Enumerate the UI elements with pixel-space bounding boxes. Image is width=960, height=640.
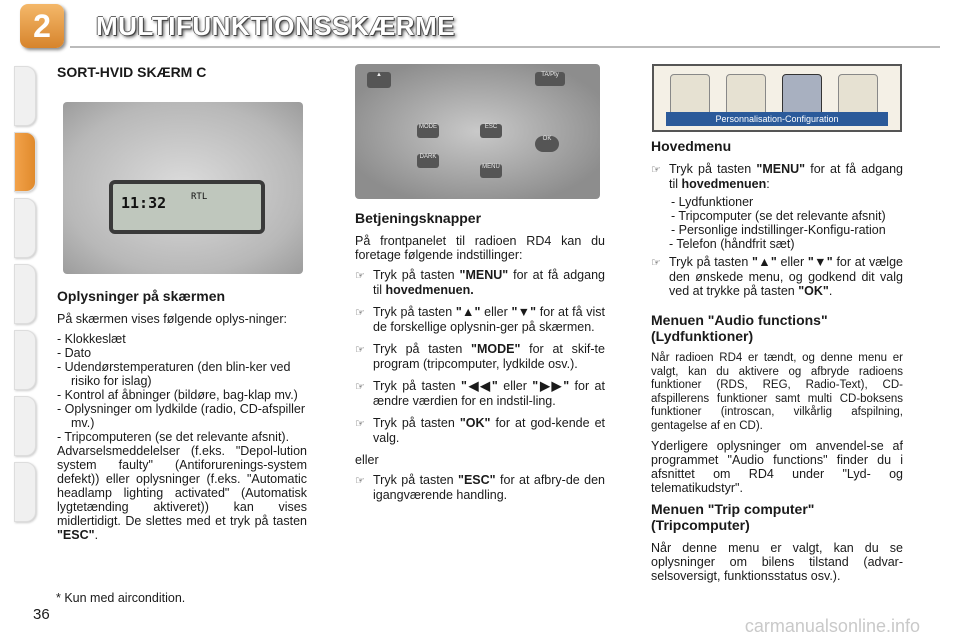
audio-paragraph: Når radioen RD4 er tændt, og denne menu er valgt, kan du aktivere og afbryde radioens funktioner (RDS, REG, Radio-Text), CD-afspillerens funktioner samt multi CD-boksens funktioner (introscan, vilkårlig afspilning, gentagelse af en CD). [651, 352, 903, 432]
chapter-tab[interactable] [14, 396, 36, 456]
pointing-hand-icon: ☞ [355, 344, 365, 356]
chapter-tab-active[interactable] [14, 132, 36, 192]
info-title: Oplysninger på skærmen [57, 288, 226, 304]
screen-time: 11:32 [121, 194, 167, 212]
controls-title: Betjeningsknapper [355, 210, 482, 226]
trip-menu-icon [726, 74, 766, 116]
column-middle [355, 210, 605, 510]
list-item: - Dato [57, 346, 92, 360]
trip-title: Menuen "Trip computer" (Tripcomputer) [651, 501, 815, 533]
list-item: - Personlige indstillinger-Konfigu-ration [671, 223, 886, 237]
controls-intro: På frontpanelet til radioen RD4 kan du foretage følgende indstillinger: [355, 234, 605, 262]
list-item: ☞ Tryk på tasten "▲" eller "▼" for at vælge den ønskede menu, og godkend dit valg ved at trykke på tasten "OK". [651, 255, 903, 298]
chapter-tab[interactable] [14, 462, 36, 522]
chapter-tab[interactable] [14, 198, 36, 258]
list-item: ☞ Tryk på tasten "MODE" for at skif-te program (tripcomputer, lydkilde osv.). [355, 342, 605, 371]
list-item: - Tripcomputer (se det relevante afsnit) [671, 209, 886, 223]
list-item: - Telefon (håndfrit sæt) [669, 237, 795, 251]
main-menu-title: Hovedmenu [651, 138, 732, 154]
pointing-hand-icon: ☞ [651, 164, 661, 176]
footnote: * Kun med aircondition. [56, 591, 186, 605]
pointing-hand-icon: ☞ [355, 418, 365, 430]
list-item: - Udendørstemperaturen (den blin-ker ved risiko for islag) [57, 360, 291, 388]
list-item: - Tripcomputeren (se det relevante afsnit). [57, 430, 290, 444]
menu-bar-label: Personnalisation-Configuration [666, 112, 888, 126]
list-item: - Oplysninger om lydkilde (radio, CD-afspiller mv.) [57, 402, 305, 430]
chapter-tab[interactable] [14, 264, 36, 324]
list-item: ☞ Tryk på tasten "MENU" for at få adgang til hovedmenuen: [651, 162, 903, 191]
radio-panel-photo [355, 64, 600, 199]
list-item: ☞ Tryk på tasten "▲" eller "▼" for at få vist de forskellige oplysnin-ger på skærmen. [355, 305, 605, 334]
audio-title: Menuen "Audio functions" (Lydfunktioner) [651, 312, 828, 344]
audio-menu-icon [670, 74, 710, 116]
section-title: SORT-HVID SKÆRM C [57, 64, 207, 80]
panel-mode-button: MODE [417, 124, 439, 138]
panel-dark-button: DARK [417, 154, 439, 168]
page-header [0, 0, 960, 56]
monochrome-screen [109, 180, 265, 234]
pointing-hand-icon: ☞ [355, 270, 365, 282]
chapter-tabs [14, 66, 36, 528]
pointing-hand-icon: ☞ [355, 381, 365, 393]
watermark: carmanualsonline.info [744, 616, 920, 636]
info-intro: På skærmen vises følgende oplys-ninger: [57, 312, 287, 326]
display-photo [63, 102, 303, 274]
trip-paragraph: Når denne menu er valgt, kan du se oplysninger om bilens tilstand (advar-selsoversigt, funktionsstatus osv.). [651, 541, 903, 583]
page-number: 36 [33, 606, 50, 623]
column-left [57, 64, 307, 88]
pointing-hand-icon: ☞ [355, 307, 365, 319]
phone-menu-icon [838, 74, 878, 116]
panel-ta-button: TA/Pty [535, 72, 565, 86]
settings-menu-icon [782, 74, 822, 116]
panel-esc-button: ESC [480, 124, 502, 138]
header-divider [70, 46, 940, 48]
panel-ok-button: OK [535, 136, 559, 152]
panel-menu-button: MENU [480, 164, 502, 178]
chapter-tab[interactable] [14, 330, 36, 390]
list-item: ☞ Tryk på tasten "◀◀" eller "▶▶" for at ændre værdien for en indstil-ling. [355, 379, 605, 408]
page-title: MULTIFUNKTIONSSKÆRME [96, 11, 456, 41]
pointing-hand-icon: ☞ [355, 475, 365, 487]
audio-more-paragraph: Yderligere oplysninger om anvendel-se af programmet "Audio functions" finder du i afsnittet om RD4 under "Lyd- og telematikudstyr". [651, 439, 903, 495]
or-text: eller [355, 453, 379, 467]
esc-key: "ESC" [57, 528, 95, 542]
chapter-badge: 2 [20, 4, 64, 48]
pointing-hand-icon: ☞ [651, 257, 661, 269]
menu-sub-list [671, 195, 903, 251]
list-item: ☞ Tryk på tasten "ESC" for at afbry-de den igangværende handling. [355, 473, 605, 502]
list-item: - Klokkeslæt [57, 332, 126, 346]
list-item: - Kontrol af åbninger (bildøre, bag-klap mv.) [57, 388, 298, 402]
list-item: - Lydfunktioner [671, 195, 754, 209]
list-item: ☞ Tryk på tasten "MENU" for at få adgang til hovedmenuen. [355, 268, 605, 297]
column-right [651, 138, 903, 589]
column-left-text [57, 288, 307, 548]
screen-rds: RTL [191, 192, 208, 202]
hazard-button: ▲ [367, 72, 391, 88]
info-list [57, 332, 307, 444]
menu-screen-photo [652, 64, 902, 132]
warning-paragraph: Advarselsmeddelelser (f.eks. "Depol-lution system faulty" (Antiforurenings-system defekt)) eller oplysninger (f.eks. "Automatic headlamp lighting activated" (Automatisk lygtetænding aktiveret)) kan vises midlertidigt. De slettes med et tryk på tasten "ESC". [57, 444, 307, 542]
list-item: ☞ Tryk på tasten "OK" for at god-kende et valg. [355, 416, 605, 445]
chapter-tab[interactable] [14, 66, 36, 126]
